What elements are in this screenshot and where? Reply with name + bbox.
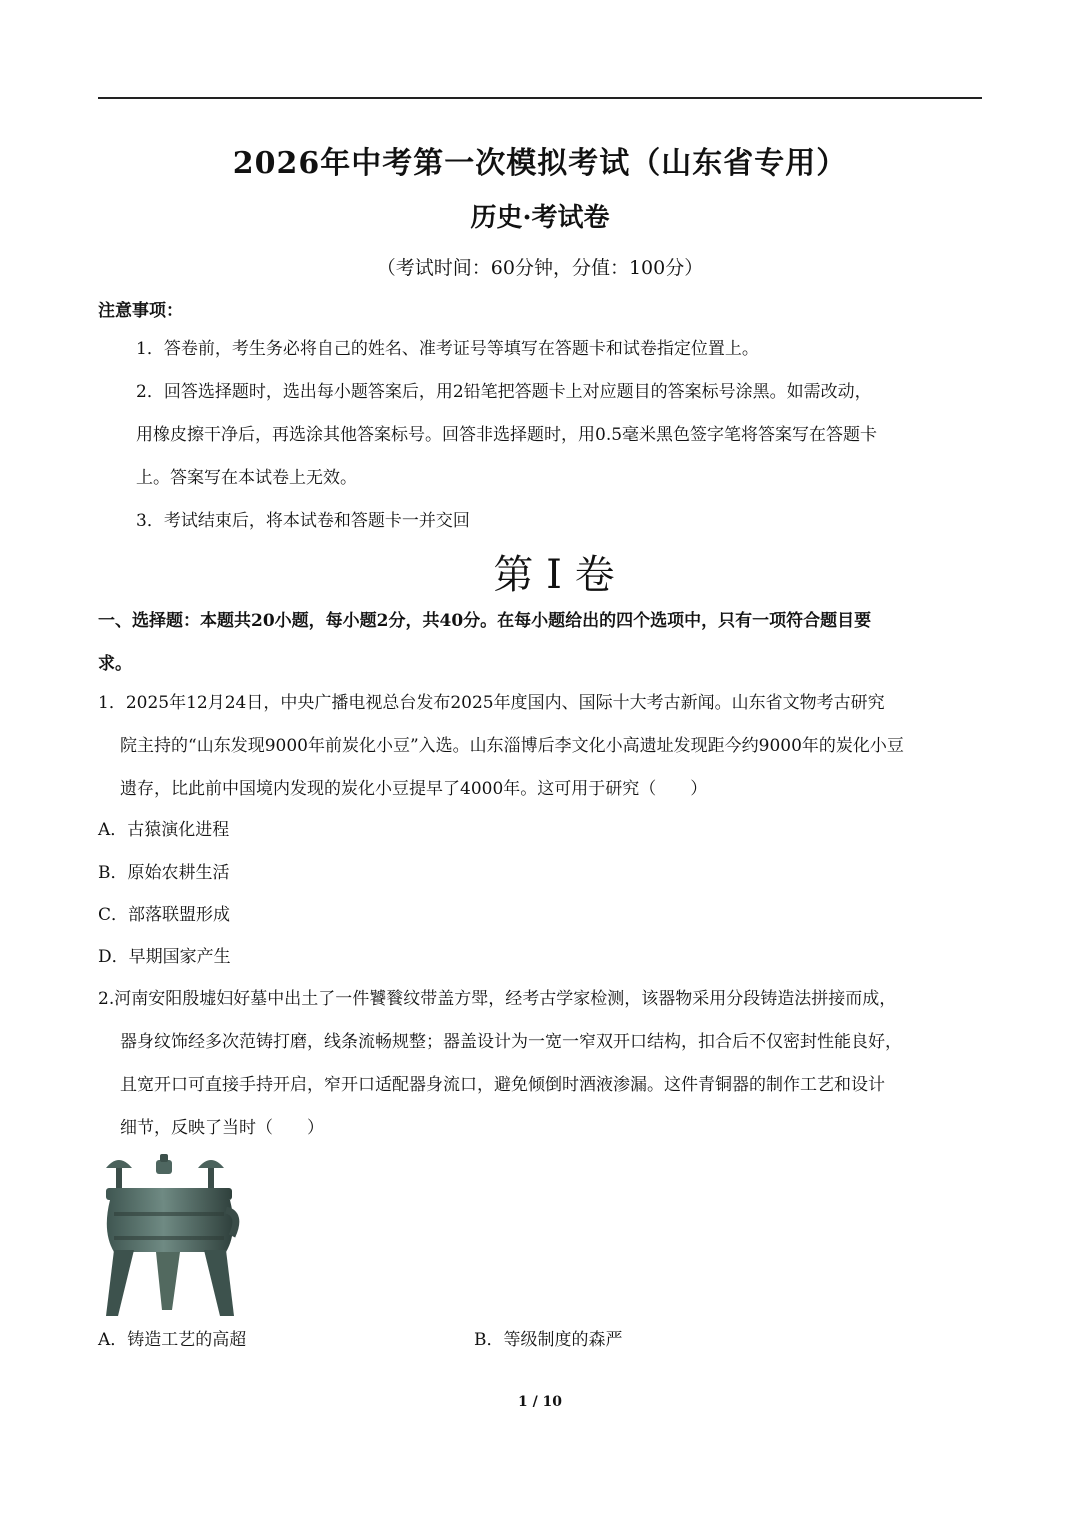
question-2-line-4: 细节，反映了当时（ ） <box>120 1118 324 1138</box>
notice-item-3: 3．考试结束后，将本试卷和答题卡一并交回 <box>136 511 470 531</box>
question-2-line-1: 2.河南安阳殷墟妇好墓中出土了一件饕餮纹带盖方斝，经考古学家检测，该器物采用分段铸造法拼接而成， <box>98 989 897 1009</box>
notice-heading: 注意事项： <box>98 301 183 321</box>
question-2-option-a: A．铸造工艺的高超 <box>98 1330 247 1350</box>
question-1-option-c: C．部落联盟形成 <box>98 905 231 925</box>
question-2-line-3: 且宽开口可直接手持开启，窄开口适配器身流口，避免倾倒时酒液渗漏。这件青铜器的制作工艺和设计 <box>120 1075 885 1095</box>
question-1-option-b: B．原始农耕生活 <box>98 863 230 883</box>
header-rule <box>98 97 982 99</box>
notice-item-2-line-2: 用橡皮擦干净后，再选涂其他答案标号。回答非选择题时，用0.5毫米黑色签字笔将答案写在答题卡 <box>136 425 878 445</box>
question-1-option-d: D．早期国家产生 <box>98 947 231 967</box>
notice-item-1: 1．答卷前，考生务必将自己的姓名、准考证号等填写在答题卡和试卷指定位置上。 <box>136 339 759 359</box>
question-1 <box>98 682 988 811</box>
page-number: 1 / 10 <box>517 1394 563 1410</box>
exam-subtitle: 历史·考试卷 <box>470 203 610 233</box>
notice-item-2-line-1: 2．回答选择题时，选出每小题答案后，用2铅笔把答题卡上对应题目的答案标号涂黑。如需改动， <box>136 382 872 402</box>
question-2-line-2: 器身纹饰经多次范铸打磨，线条流畅规整；器盖设计为一宽一窄双开口结构，扣合后不仅密封性能良好， <box>120 1032 902 1052</box>
section-heading-line-2: 求。 <box>98 654 132 674</box>
exam-title: 2026年中考第一次模拟考试（山东省专用） <box>232 146 848 181</box>
question-2-option-b: B．等级制度的森严 <box>474 1330 623 1350</box>
question-2 <box>98 978 988 1150</box>
section-heading-line-1: 一、选择题：本题共20小题，每小题2分，共40分。在每小题给出的四个选项中，只有一项符合题目要 <box>98 611 872 631</box>
question-1-line-1: 1．2025年12月24日，中央广播电视总台发布2025年度国内、国际十大考古新闻。山东省文物考古研究 <box>98 693 885 713</box>
exam-info: （考试时间：60分钟，分值：100分） <box>376 257 704 279</box>
question-1-line-2: 院主持的“山东发现9000年前炭化小豆”入选。山东淄博后李文化小高遗址发现距今约9000年的炭化小豆 <box>120 736 904 756</box>
volume-title: 第 I 卷 <box>493 552 615 598</box>
bronze-jia-vessel-image <box>100 1152 240 1318</box>
question-1-option-a: A．古猿演化进程 <box>98 820 230 840</box>
section-heading <box>98 600 988 686</box>
question-1-line-3: 遗存，比此前中国境内发现的炭化小豆提早了4000年。这可用于研究（ ） <box>120 779 708 799</box>
notice-item-2-line-3: 上。答案写在本试卷上无效。 <box>136 468 357 488</box>
